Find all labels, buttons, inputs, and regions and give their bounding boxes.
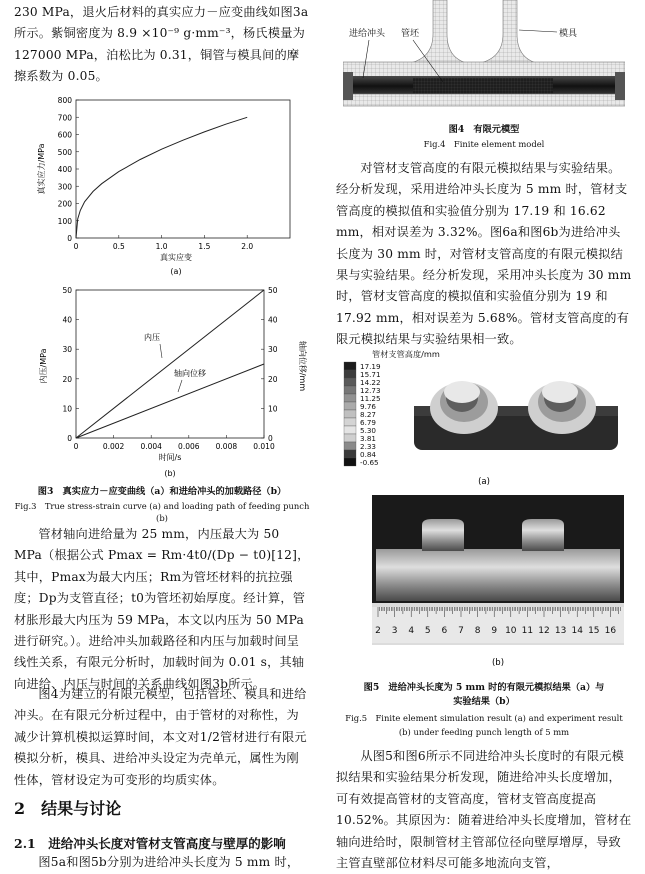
legend-swatch	[344, 378, 356, 386]
simulation-contour	[336, 346, 632, 488]
subfigure-label-5b: (b)	[491, 658, 505, 668]
legend-swatch	[344, 370, 356, 378]
annotation-displacement-leader	[178, 380, 182, 392]
y-tick-left-label: 50	[62, 286, 72, 295]
subfigure-label-b: (b)	[164, 469, 176, 478]
x-tick-label: 1.0	[155, 242, 168, 251]
y-tick-left-label: 0	[67, 434, 72, 443]
label-tube-blank: 管坯	[401, 29, 420, 39]
legend-swatch	[344, 418, 356, 426]
paragraph-intro: 230 MPa，退火后材料的真实应力－应变曲线如图3a所示。紫铜密度为 8.9 ×10⁻⁹ g·mm⁻³，杨氏模量为 127000 MPa，泊松比为 0.31，铜管与模具间的摩擦系数为 0.05。	[14, 5, 309, 84]
x-tick-label: 0	[73, 242, 79, 251]
figure-5-caption-en-line2: (b) under feeding punch length of 5 mm	[398, 727, 570, 737]
ruler-number: 12	[538, 626, 550, 636]
y-axis-left-label: 内压/MPa	[39, 348, 48, 384]
legend-value: 14.22	[360, 378, 381, 387]
x-tick-label: 0.008	[215, 442, 238, 451]
y-tick-label: 500	[57, 147, 72, 157]
legend-swatch	[344, 434, 356, 442]
y-tick-label: 800	[57, 96, 72, 105]
figure-4-caption-cn: 图4 有限元模型	[448, 124, 520, 135]
figure-3b	[14, 282, 310, 482]
ruler-number: 3	[391, 626, 398, 636]
x-tick-label: 0.002	[102, 442, 125, 451]
y-tick-right-label: 10	[268, 404, 278, 414]
ruler-number: 14	[571, 626, 583, 636]
paragraph-results-start: 图5a和图5b分别为进给冲头长度为 5 mm 时，	[38, 855, 300, 869]
ruler-number: 2	[375, 626, 381, 636]
ruler-number: 16	[604, 626, 617, 636]
annotation-displacement: 轴向位移	[174, 369, 206, 378]
y-axis-label: 真实应力/MPa	[37, 143, 46, 195]
ruler	[372, 607, 624, 643]
ruler-number: 15	[588, 626, 600, 636]
y-tick-left-label: 40	[62, 315, 72, 325]
legend-swatch	[344, 362, 356, 370]
legend-swatch	[344, 450, 356, 458]
y-tick-label: 100	[57, 216, 72, 226]
legend-value: 3.81	[360, 434, 377, 443]
figure-3-caption-cn: 图3 真实应力－应变曲线（a）和进给冲头的加载路径（b）	[37, 486, 287, 497]
paragraph-loading: 管材轴向进给量为 25 mm，内压最大为 50 MPa（根据公式 Pmax = Rm·4t0/(Dp − t0)[12]，其中，Pmax为最大内压；Rm为管坯材料的抗拉强度；Dp为支管直径；t0为管坯初始厚度。经计算，管材胀形最大内压为 59 MPa，本文以内压为 50 MPa 进行研究。）。进给冲头加载路径和内压与加载时间呈线性关系，有限元分析时，加载时间为 0.01 s，其轴向进给、内压与时间的关系曲线如图3b所示。	[14, 527, 310, 691]
legend-value: 11.25	[360, 394, 381, 403]
figure-3a-chart	[14, 88, 310, 278]
legend-value: 8.27	[360, 410, 377, 419]
y-tick-label: 0	[67, 234, 72, 243]
ruler-number: 11	[521, 626, 534, 636]
y-tick-label: 300	[57, 182, 72, 192]
x-tick-label: 2.0	[241, 242, 254, 251]
figure-5-caption-cn-line1: 图5 进给冲头长度为 5 mm 时的有限元模拟结果（a）与	[363, 682, 605, 693]
legend-value: 5.30	[360, 426, 377, 435]
label-punch: 进给冲头	[349, 29, 386, 39]
y-tick-left-label: 30	[62, 345, 72, 355]
figure-3-caption-en: Fig.3 True stress-strain curve (a) and loading path of feeding punch (b)	[14, 501, 310, 523]
legend-value: 15.71	[360, 370, 381, 379]
legend-value: 9.76	[360, 402, 377, 411]
y-tick-label: 200	[57, 199, 72, 209]
x-tick-label: 0.004	[140, 442, 162, 451]
displacement-line	[76, 364, 264, 438]
x-tick-label: 1.5	[198, 242, 211, 251]
section-title: 2 结果与讨论	[14, 799, 122, 818]
ruler-number: 6	[441, 626, 448, 636]
figure-5-caption-cn-line2: 实验结果（b）	[453, 696, 515, 707]
y-tick-left-label: 10	[62, 404, 72, 414]
x-tick-label: 0	[73, 442, 79, 451]
subsection-title: 2.1 进给冲头长度对管材支管高度与壁厚的影响	[14, 836, 286, 851]
y-tick-label: 700	[57, 113, 72, 123]
legend-swatch	[344, 426, 356, 434]
experiment-photo	[372, 495, 624, 671]
pressure-line	[76, 290, 264, 438]
legend-swatch	[344, 410, 356, 418]
y-tick-label: 600	[57, 130, 72, 140]
ruler-number: 10	[505, 626, 517, 636]
ruler-number: 8	[474, 626, 481, 636]
annotation-pressure: 内压	[144, 333, 160, 342]
legend-value: -0.65	[360, 458, 379, 467]
y-tick-right-label: 0	[268, 434, 273, 443]
figure-5b	[372, 495, 624, 671]
label-die: 模具	[559, 29, 578, 39]
x-tick-label: 0.010	[253, 442, 275, 451]
y-tick-right-label: 50	[268, 286, 278, 295]
subfigure-label-a: (a)	[170, 267, 182, 276]
legend-swatch	[344, 458, 356, 466]
figure-4-image	[343, 0, 625, 118]
x-tick-label: 0.006	[178, 442, 200, 451]
annotation-pressure-leader	[160, 344, 162, 358]
axes-frame	[76, 100, 290, 238]
legend-value: 0.84	[360, 450, 377, 459]
figure-4-caption-en: Fig.4 Finite element model	[423, 139, 545, 149]
y-axis-right-label: 轴向位移/mm	[298, 340, 307, 392]
ruler-number: 9	[491, 626, 498, 636]
stress-strain-curve	[76, 117, 247, 238]
paragraph-discussion: 从图5和图6所示不同进给冲头长度时的有限元模拟结果和实验结果分析发现，随进给冲头长度增加，可有效提高管材的支管高度，管材支管高度提高 10.52%。其原因为：随着进给冲头长度增加，管材在轴向进给时，限制管材主管部位径向壁厚增厚，导致主管直壁部位材料尽可能多地流向支管，	[336, 749, 632, 871]
ruler-number: 4	[408, 626, 415, 636]
tube-photo	[376, 549, 620, 601]
legend-value: 6.79	[360, 418, 377, 427]
subfigure-label-5a: (a)	[478, 477, 490, 487]
x-axis-label: 真实应变	[160, 253, 192, 262]
ruler-number: 7	[458, 626, 464, 636]
x-tick-label: 0.5	[112, 242, 125, 251]
figure-3a	[14, 88, 310, 278]
legend-swatch	[344, 402, 356, 410]
y-tick-right-label: 40	[268, 315, 278, 325]
legend-swatch	[344, 386, 356, 394]
y-tick-left-label: 20	[62, 374, 72, 384]
ruler-number: 5	[424, 626, 431, 636]
y-tick-right-label: 30	[268, 345, 278, 355]
y-tick-label: 400	[57, 165, 72, 174]
figure-3b-chart	[14, 282, 310, 482]
legend-swatch	[344, 442, 356, 450]
legend-value: 12.73	[360, 386, 381, 395]
x-axis-label: 时间/s	[158, 453, 182, 462]
figure-5-caption-en-line1: Fig.5 Finite element simulation result (a) and experiment result	[345, 713, 623, 723]
paragraph-fig5-6-results: 对管材支管高度的有限元模拟结果与实验结果。经分析发现，采用进给冲头长度为 5 mm 时，管材支管高度的模拟值和实验值分别为 17.19 和 16.62 mm，相对误差为 3.32%。图6a和图6b为进给冲头长度为 30 mm 时，对管材支管高度的有限元模拟结果与实验结果。经分析发现，采用冲头长度为 30 mm 时，管材支管高度的模拟值和实验值分别为 19 和 17.92 mm，相对误差为 5.68%。管材支管高度的有限元模拟结果与实验结果相一致。	[336, 161, 632, 347]
y-tick-right-label: 20	[268, 374, 278, 384]
legend-swatch	[344, 394, 356, 402]
figure-5a	[336, 346, 632, 488]
legend-value: 2.33	[360, 442, 377, 451]
paragraph-fe-model: 图4为建立的有限元模型，包括管坯、模具和进给冲头。在有限元分析过程中，由于管材的对称性，为减少计算机模拟运算时间，本文对1/2管材进行有限元模拟分析，模具、进给冲头设定为壳单元，属性为刚性体，管材设定为可变形的均质实体。	[14, 687, 307, 787]
legend-title: 管材支管高度/mm	[372, 349, 440, 359]
fe-model-drawing	[343, 0, 625, 118]
ruler-number: 13	[554, 626, 567, 636]
legend-value: 17.19	[360, 362, 381, 371]
